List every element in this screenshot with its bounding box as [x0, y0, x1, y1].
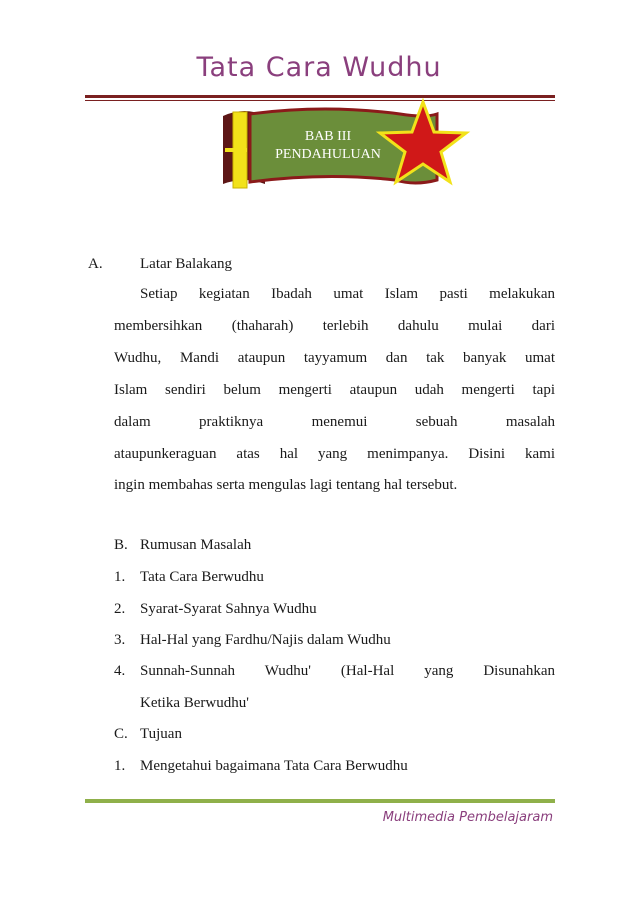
list-item-number: 1.	[114, 569, 126, 585]
list-item-number: 4.	[114, 663, 126, 679]
paragraph-line: Wudhu, Mandi ataupun tayyamum dan tak banyak umat	[114, 350, 555, 366]
list-item: Tata Cara Berwudhu	[140, 569, 264, 585]
section-c-marker: C.	[114, 726, 128, 742]
list-item-number: 2.	[114, 601, 126, 617]
list-item: Mengetahui bagaimana Tata Cara Berwudhu	[140, 758, 408, 774]
section-a-heading: Latar Balakang	[140, 256, 233, 272]
section-b-marker: B.	[114, 537, 128, 553]
section-a-marker: A.	[88, 256, 103, 272]
paragraph-line: ingin membahas serta mengulas lagi tentang hal tersebut.	[114, 477, 458, 493]
list-item-number: 1.	[114, 758, 126, 774]
paragraph-line: ataupunkeraguan atas hal yang menimpanya. Disini kami	[114, 446, 555, 462]
footer-rule	[85, 799, 555, 803]
paragraph-line: Islam sendiri belum mengerti ataupun udah mengerti tapi	[114, 382, 555, 398]
list-item: Sunnah-Sunnah Wudhu' (Hal-Hal yang Disunahkan	[140, 663, 555, 679]
paragraph-line: dalam praktiknya menemui sebuah masalah	[114, 414, 555, 430]
footer-text: Multimedia Pembelajaram	[382, 810, 553, 825]
page-title: Tata Cara Wudhu	[196, 52, 442, 83]
banner-line-2: PENDAHULUAN	[275, 147, 381, 162]
banner-line-1: BAB III	[304, 129, 352, 144]
list-item-continuation: Ketika Berwudhu'	[140, 695, 249, 711]
list-item: Syarat-Syarat Sahnya Wudhu	[140, 601, 317, 617]
paragraph-line: membersihkan (thaharah) terlebih dahulu mulai dari	[114, 318, 555, 334]
list-item: Hal-Hal yang Fardhu/Najis dalam Wudhu	[140, 632, 391, 648]
section-c-heading: Tujuan	[140, 726, 182, 742]
banner-label	[253, 128, 403, 164]
list-item-number: 3.	[114, 632, 126, 648]
paragraph-line: Setiap kegiatan Ibadah umat Islam pasti melakukan	[140, 286, 555, 302]
section-b-heading: Rumusan Masalah	[140, 537, 252, 553]
